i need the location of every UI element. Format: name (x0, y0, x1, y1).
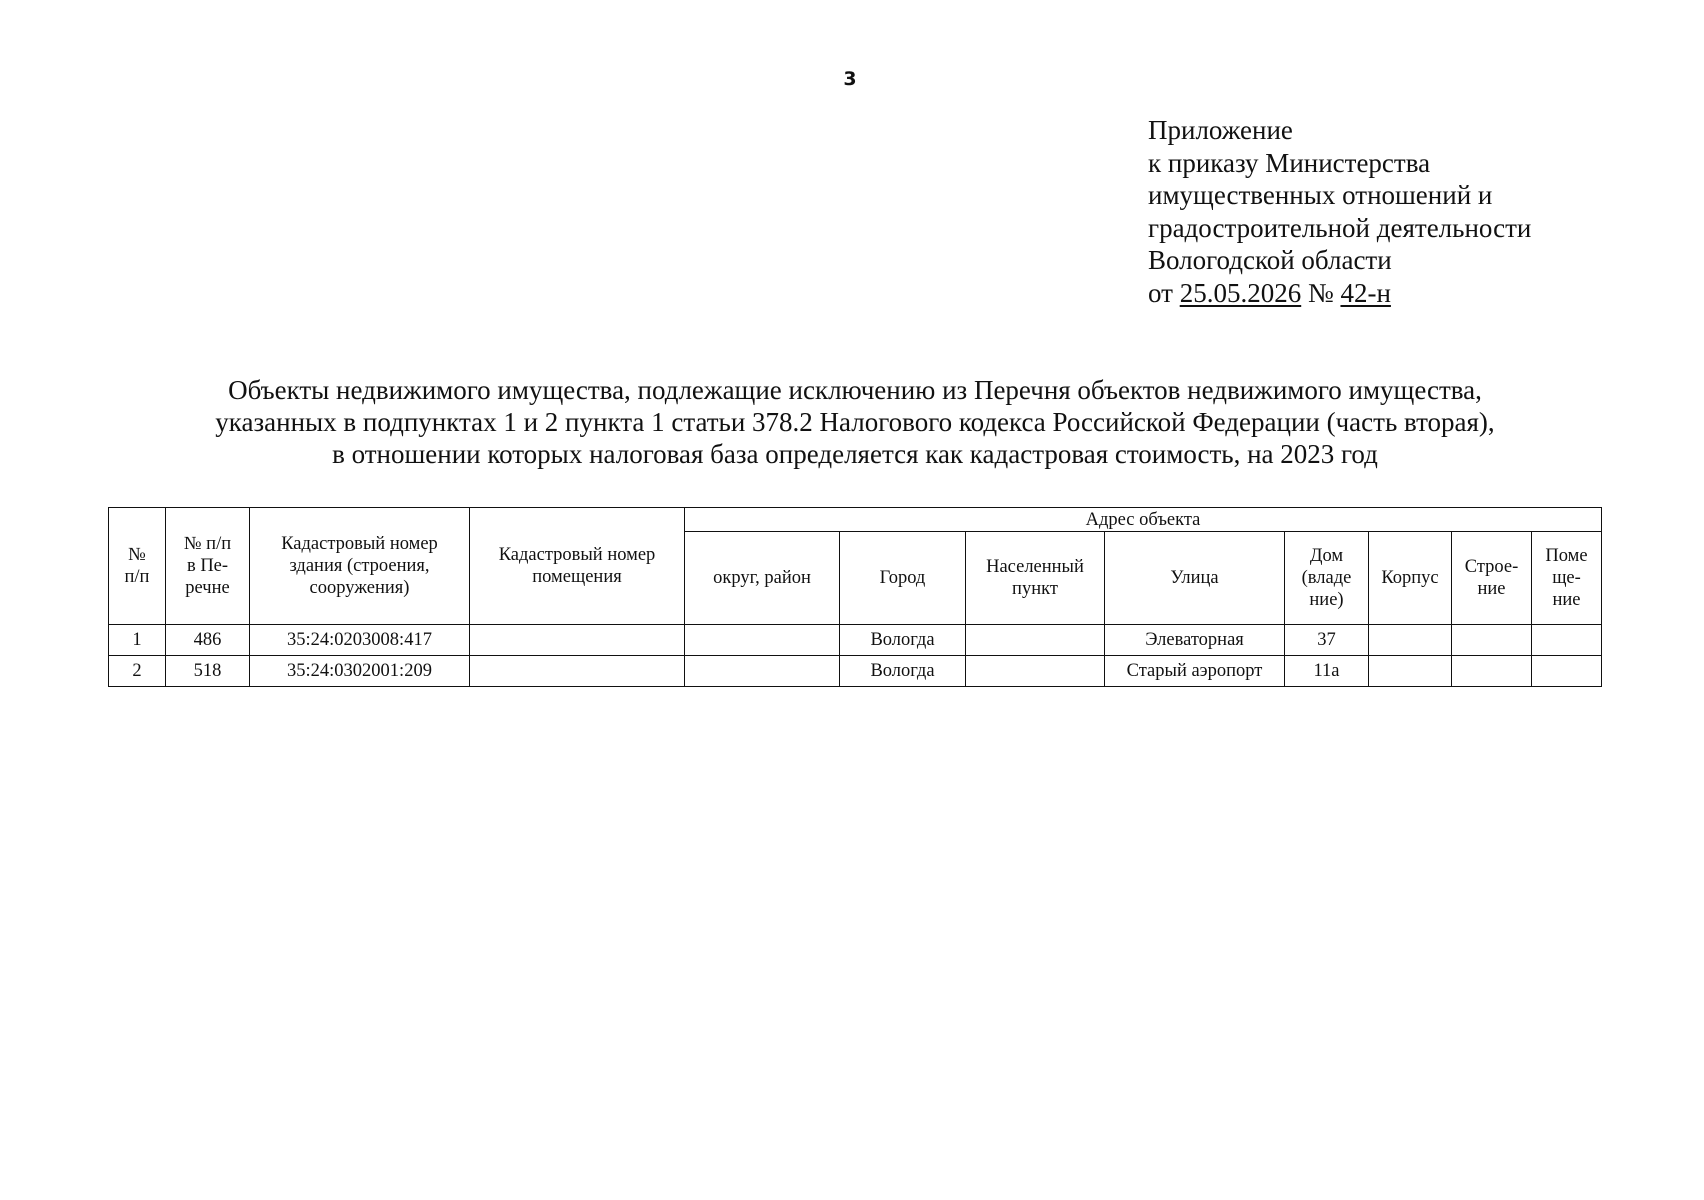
cell-district (685, 656, 840, 687)
number-prefix: № (1307, 277, 1334, 308)
header-line: Кадастровый номер (281, 534, 438, 554)
order-date: 25.05.2026 (1179, 277, 1302, 308)
cell-row-num: 1 (109, 625, 166, 656)
header-list-num (166, 508, 250, 625)
cell-street: Элеваторная (1105, 625, 1285, 656)
cell-row-num: 2 (109, 656, 166, 687)
header-line: № (128, 545, 146, 565)
header-line: Поме (1545, 546, 1588, 566)
header-line: Корпус (1381, 568, 1439, 588)
header-line: Улица (1170, 568, 1219, 588)
cell-building-cadastral: 35:24:0203008:417 (250, 625, 470, 656)
header-line: помещения (532, 567, 622, 587)
cell-room-cadastral (470, 625, 685, 656)
cell-block (1369, 656, 1452, 687)
title-line: Объекты недвижимого имущества, подлежащие исключению из Перечня объектов недвижимого имущества, (228, 375, 1482, 405)
header-line: ние) (1309, 590, 1344, 610)
header-line: ние (1477, 579, 1506, 599)
cell-list-num: 486 (166, 625, 250, 656)
header-line: округ, район (713, 568, 811, 588)
date-prefix: от (1148, 277, 1173, 308)
cell-building-cadastral: 35:24:0302001:209 (250, 656, 470, 687)
appendix-block (1148, 114, 1531, 309)
header-line: ще- (1552, 568, 1581, 588)
cell-house: 11а (1285, 656, 1369, 687)
order-number: 42-н (1340, 277, 1391, 308)
cell-city: Вологда (840, 656, 966, 687)
header-structure (1452, 532, 1532, 625)
objects-table (108, 507, 1602, 687)
header-line: Строе- (1464, 557, 1519, 577)
header-locality (966, 532, 1105, 625)
cell-structure (1452, 656, 1532, 687)
cell-room-cadastral (470, 656, 685, 687)
cell-locality (966, 625, 1105, 656)
header-line: Населенный (986, 557, 1084, 577)
cell-house: 37 (1285, 625, 1369, 656)
title-line: в отношении которых налоговая база определяется как кадастровая стоимость, на 2023 год (332, 439, 1378, 469)
table-row (109, 625, 1602, 656)
header-line: № п/п (183, 534, 232, 554)
cell-room (1532, 625, 1602, 656)
document-title (60, 374, 1650, 470)
header-line: здания (строения, (289, 556, 430, 576)
appendix-line: Вологодской области (1148, 245, 1392, 275)
header-block (1369, 532, 1452, 625)
header-line: п/п (124, 567, 150, 587)
page-number: 3 (843, 68, 857, 90)
cell-district (685, 625, 840, 656)
header-line: Дом (1309, 546, 1344, 566)
header-room (1532, 532, 1602, 625)
header-building-cadastral (250, 508, 470, 625)
header-address-group: Адрес объекта (685, 508, 1602, 532)
header-line: в Пе- (186, 556, 229, 576)
header-line: речне (185, 578, 230, 598)
header-room-cadastral (470, 508, 685, 625)
appendix-line: Приложение (1148, 115, 1293, 145)
cell-locality (966, 656, 1105, 687)
header-street (1105, 532, 1285, 625)
order-date-line (1148, 277, 1531, 310)
appendix-line: градостроительной деятельности (1148, 212, 1532, 243)
table-row (109, 656, 1602, 687)
title-line: указанных в подпунктах 1 и 2 пункта 1 статьи 378.2 Налогового кодекса Российской Федерации (часть вторая), (215, 407, 1495, 437)
header-line: ние (1552, 590, 1581, 610)
cell-room (1532, 656, 1602, 687)
cell-city: Вологда (840, 625, 966, 656)
cell-structure (1452, 625, 1532, 656)
header-line: сооружения) (309, 578, 410, 598)
header-city (840, 532, 966, 625)
table-body (109, 625, 1602, 687)
header-line: (владе (1301, 568, 1352, 588)
appendix-line: имущественных отношений и (1148, 180, 1493, 210)
header-row-num (109, 508, 166, 625)
appendix-line: к приказу Министерства (1148, 147, 1431, 178)
cell-street: Старый аэропорт (1105, 656, 1285, 687)
header-district (685, 532, 840, 625)
cell-block (1369, 625, 1452, 656)
header-line: Город (879, 568, 926, 588)
header-house (1285, 532, 1369, 625)
cell-list-num: 518 (166, 656, 250, 687)
header-line: Кадастровый номер (498, 545, 656, 565)
header-line: пункт (1012, 579, 1058, 599)
